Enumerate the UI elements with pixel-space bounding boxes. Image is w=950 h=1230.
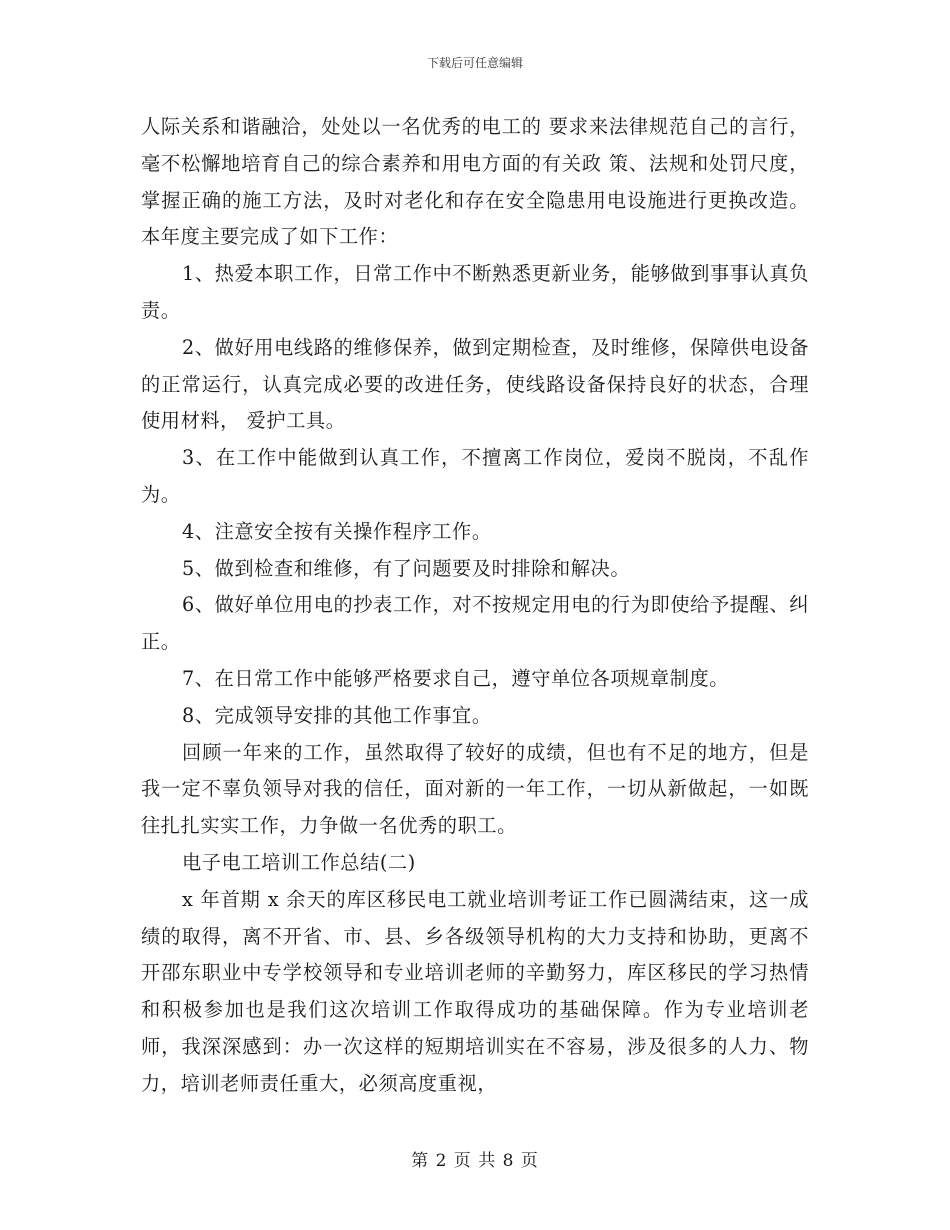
list-item-8: 8、完成领导安排的其他工作事宜。 bbox=[182, 703, 492, 727]
section-title: 电子电工培训工作总结(二) bbox=[182, 850, 416, 874]
list-item-1: 1、热爱本职工作，日常工作中不断熟悉更新业务，能够做到事事认真负责。 bbox=[141, 262, 809, 322]
list-item-7: 7、在日常工作中能够严格要求自己，遵守单位各项规章制度。 bbox=[182, 666, 730, 690]
page-header-note: 下载后可任意编辑 bbox=[426, 56, 523, 70]
list-item-4: 4、注意安全按有关操作程序工作。 bbox=[182, 519, 492, 543]
page-number-footer: 第 2 页 共 8 页 bbox=[411, 1151, 539, 1171]
paragraph-review: 回顾一年来的工作，虽然取得了较好的成绩，但也有不足的地方，但是我一定不辜负领导对我的信任，面对新的一年工作，一切从新做起，一如既往扎扎实实工作，力争做一名优秀的职工。 bbox=[141, 740, 809, 838]
list-item-6: 6、做好单位用电的抄表工作，对不按规定用电的行为即使给予提醒、纠正。 bbox=[141, 593, 809, 654]
paragraph-intro: 人际关系和谐融洽，处处以一名优秀的电工的 要求来法律规范自己的言行，毫不松懈地培育自己的综合素养和用电方面的有关政 策、法规和处罚尺度，掌握正确的施工方法，及时对老化和存在安全隐患用电设施进行更换改造。本年度主要完成了如下工作： bbox=[141, 115, 809, 249]
list-item-3: 3、在工作中能做到认真工作，不擅离工作岗位，爱岗不脱岗，不乱作为。 bbox=[141, 446, 809, 506]
paragraph-section-two: x 年首期 x 余天的库区移民电工就业培训考证工作已圆满结束，这一成绩的取得，离不开省、市、县、乡各级领导机构的大力支持和协助，更离不开邵东职业中专学校领导和专业培训老师的辛勤努力，库区移民的学习热情和积极参加也是我们这次培训工作取得成功的基础保障。作为专业培训老师，我深深感到：办一次这样的短期培训实在不容易，涉及很多的人力、物力，培训老师责任重大，必须高度重视， bbox=[141, 887, 809, 1095]
list-item-2: 2、做好用电线路的维修保养，做到定期检查，及时维修，保障供电设备的正常运行，认真完成必要的改进任务，使线路设备保持良好的状态，合理使用材料， 爱护工具。 bbox=[141, 335, 809, 433]
list-item-5: 5、做到检查和维修，有了问题要及时排除和解决。 bbox=[182, 556, 631, 580]
document-body bbox=[141, 109, 809, 1103]
